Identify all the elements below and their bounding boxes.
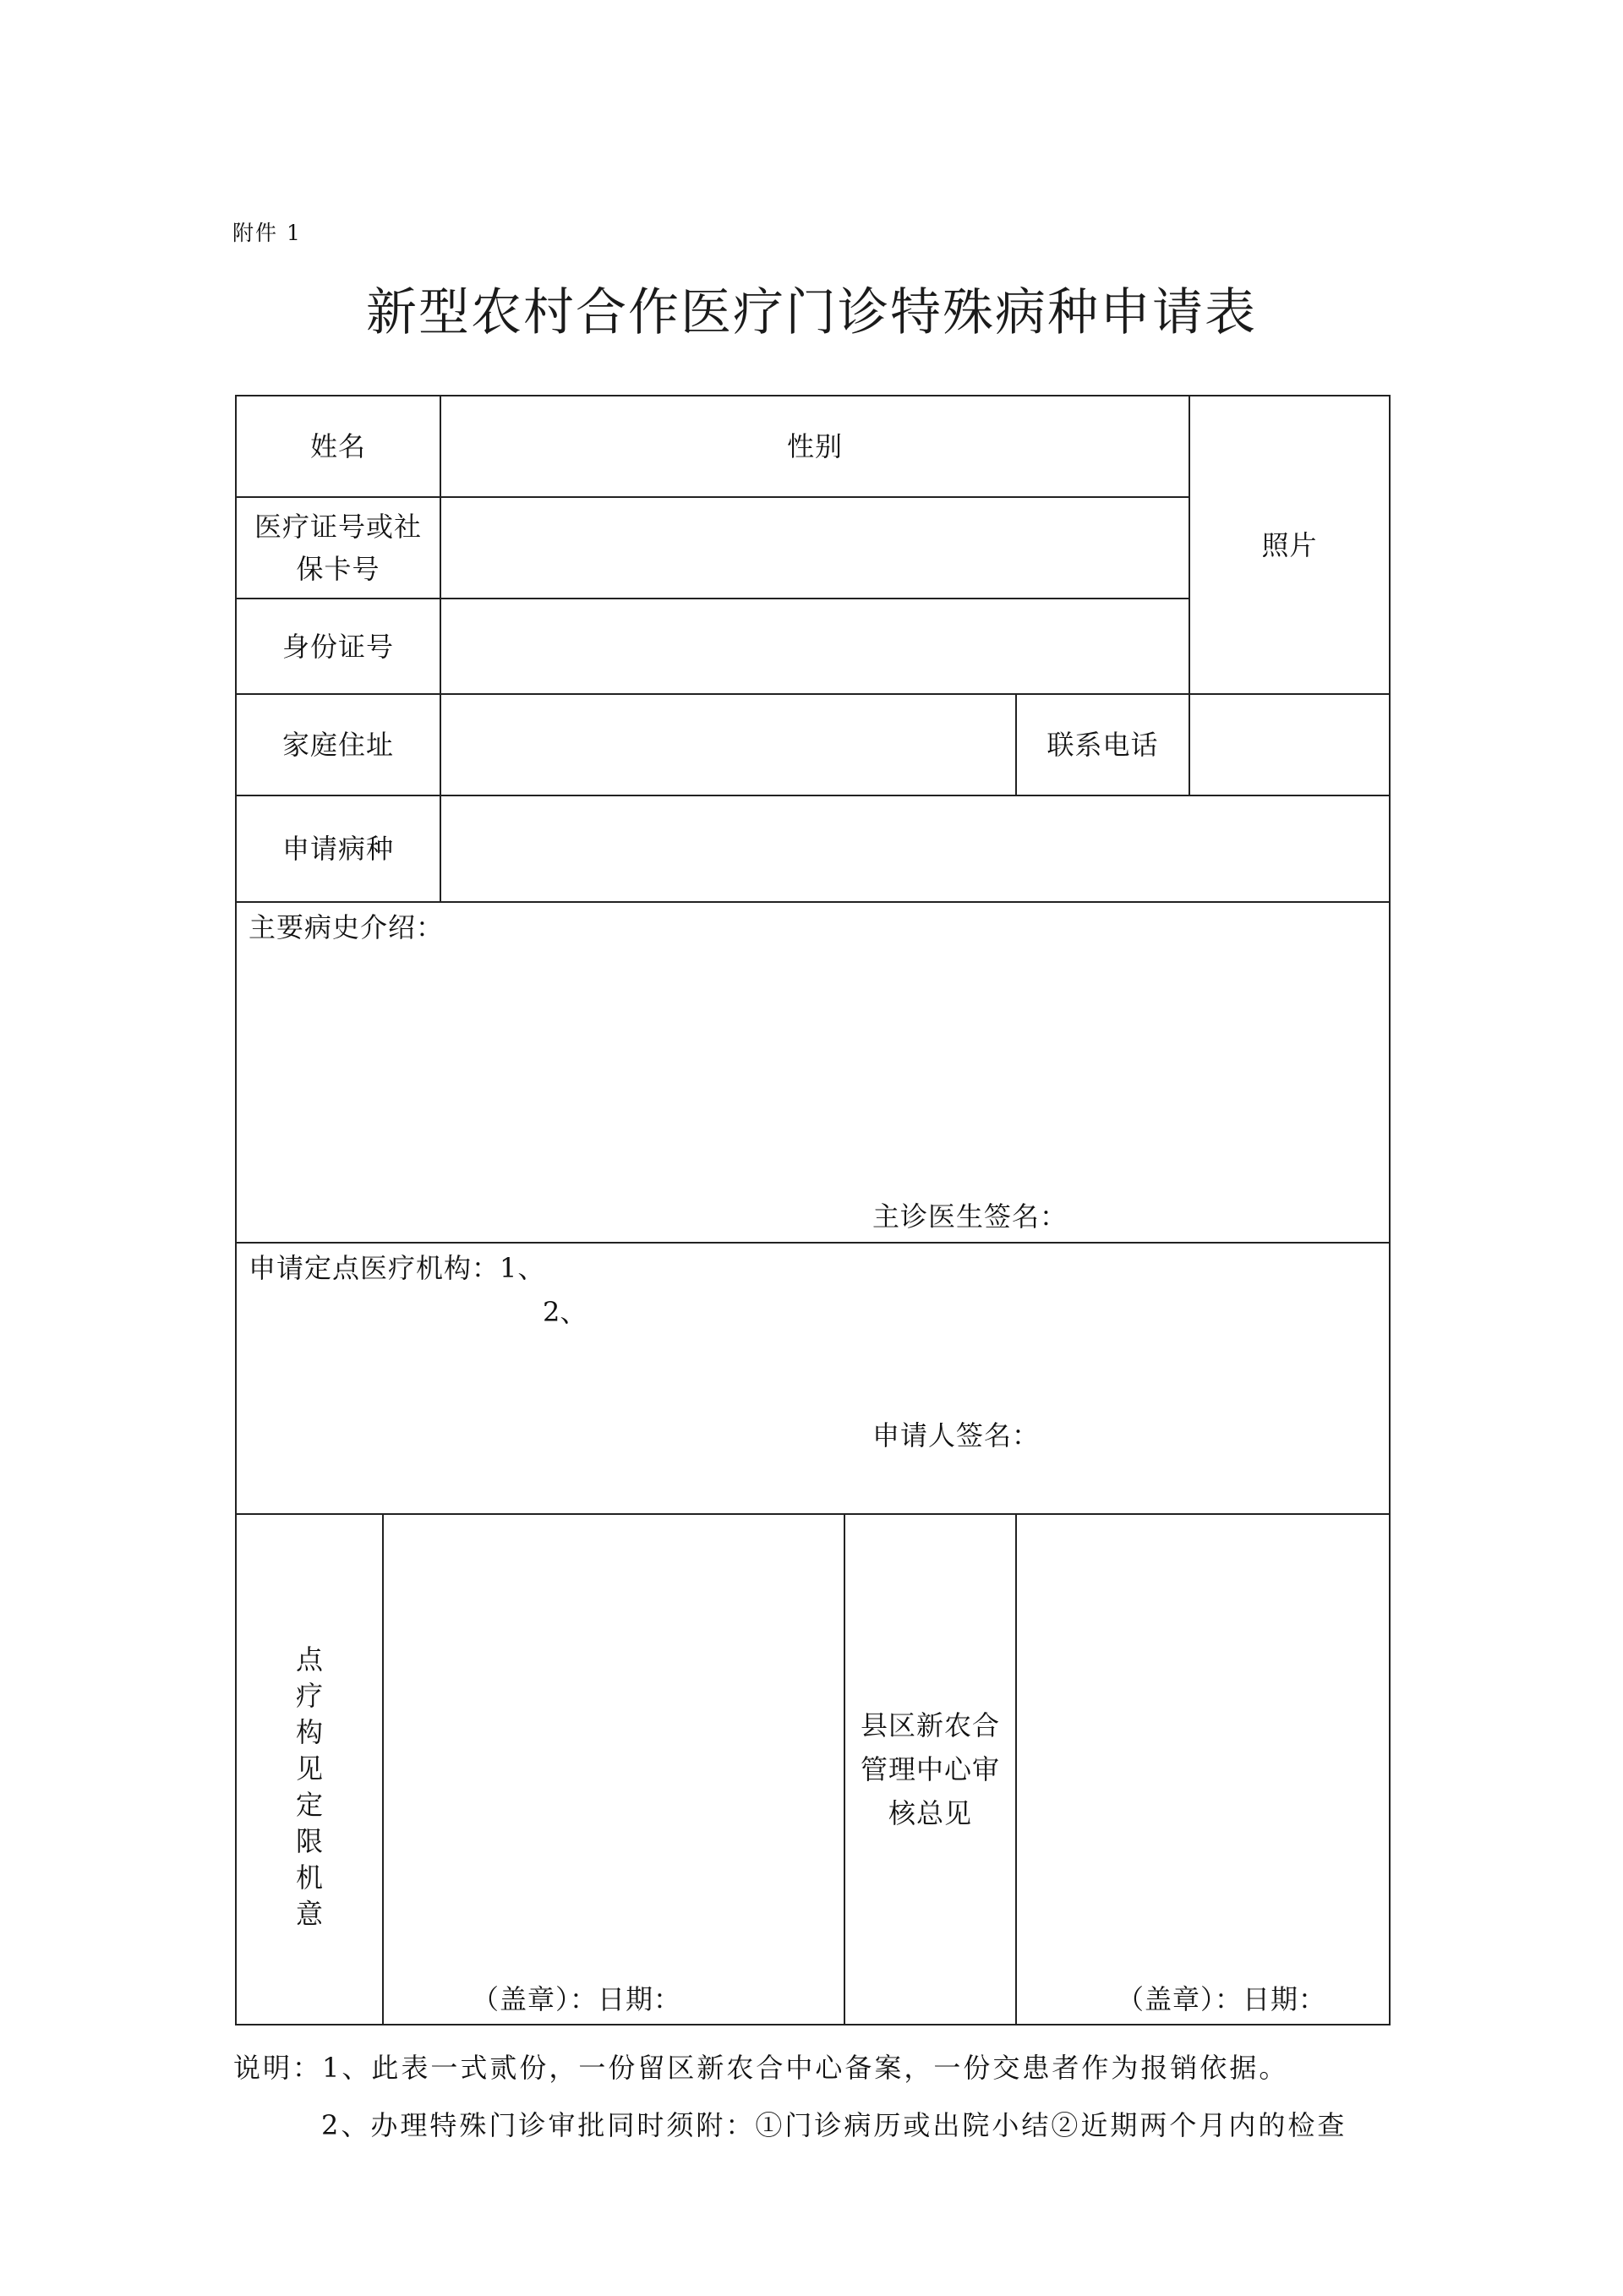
id-number-label: 身份证号 — [236, 599, 440, 694]
designated-opinion-label-cell — [236, 1514, 383, 2025]
name-label: 姓名 — [236, 396, 440, 497]
attachment-label: 附件 1 — [232, 221, 302, 245]
application-form-table — [235, 395, 1391, 2025]
phone-label: 联系电话 — [1016, 694, 1189, 795]
note-line-1: 说明：1、此表一式贰份，一份留区新农合中心备案，一份交患者作为报销依据。 — [233, 2052, 1289, 2084]
address-field[interactable] — [440, 694, 1016, 795]
institution-second-line: 2、 — [543, 1296, 587, 1328]
address-label: 家庭住址 — [236, 694, 440, 795]
medical-history-section[interactable] — [236, 902, 1390, 1243]
disease-label: 申请病种 — [236, 795, 440, 902]
designated-opinion-label: 点疗构见定限机意 — [295, 1643, 323, 1930]
county-review-label: 县区新农合管理中心审核总见 — [861, 1709, 1001, 1829]
stamp-date-left: （盖章）：日期： — [472, 1983, 682, 2015]
medical-history-label: 主要病史介绍： — [249, 911, 445, 943]
id-number-field[interactable] — [440, 599, 1189, 694]
disease-field[interactable] — [440, 795, 1390, 902]
insurance-number-field[interactable] — [440, 497, 1189, 599]
applicant-signature-label: 申请人签名： — [872, 1419, 1041, 1451]
note-line-2: 2、办理特殊门诊审批同时须附：①门诊病历或出院小结②近期两个月内的检查 — [321, 2109, 1347, 2141]
county-review-field[interactable] — [1016, 1514, 1390, 2025]
photo-cell: 照片 — [1189, 396, 1390, 694]
stamp-date-right: （盖章）：日期： — [1117, 1983, 1327, 2015]
designated-opinion-field[interactable] — [383, 1514, 844, 2025]
insurance-number-label-text: 医疗证号或社保卡号 — [254, 511, 422, 585]
county-review-label-cell — [844, 1514, 1016, 2025]
phone-field[interactable] — [1189, 694, 1390, 795]
page-title: 新型农村合作医疗门诊特殊病种申请表 — [366, 283, 1257, 342]
doctor-signature-label: 主诊医生签名： — [872, 1200, 1068, 1233]
insurance-number-label — [236, 497, 440, 599]
institution-label: 申请定点医疗机构：1、 — [249, 1252, 546, 1284]
institution-section[interactable] — [236, 1243, 1390, 1514]
gender-label: 性别 — [440, 396, 1189, 497]
